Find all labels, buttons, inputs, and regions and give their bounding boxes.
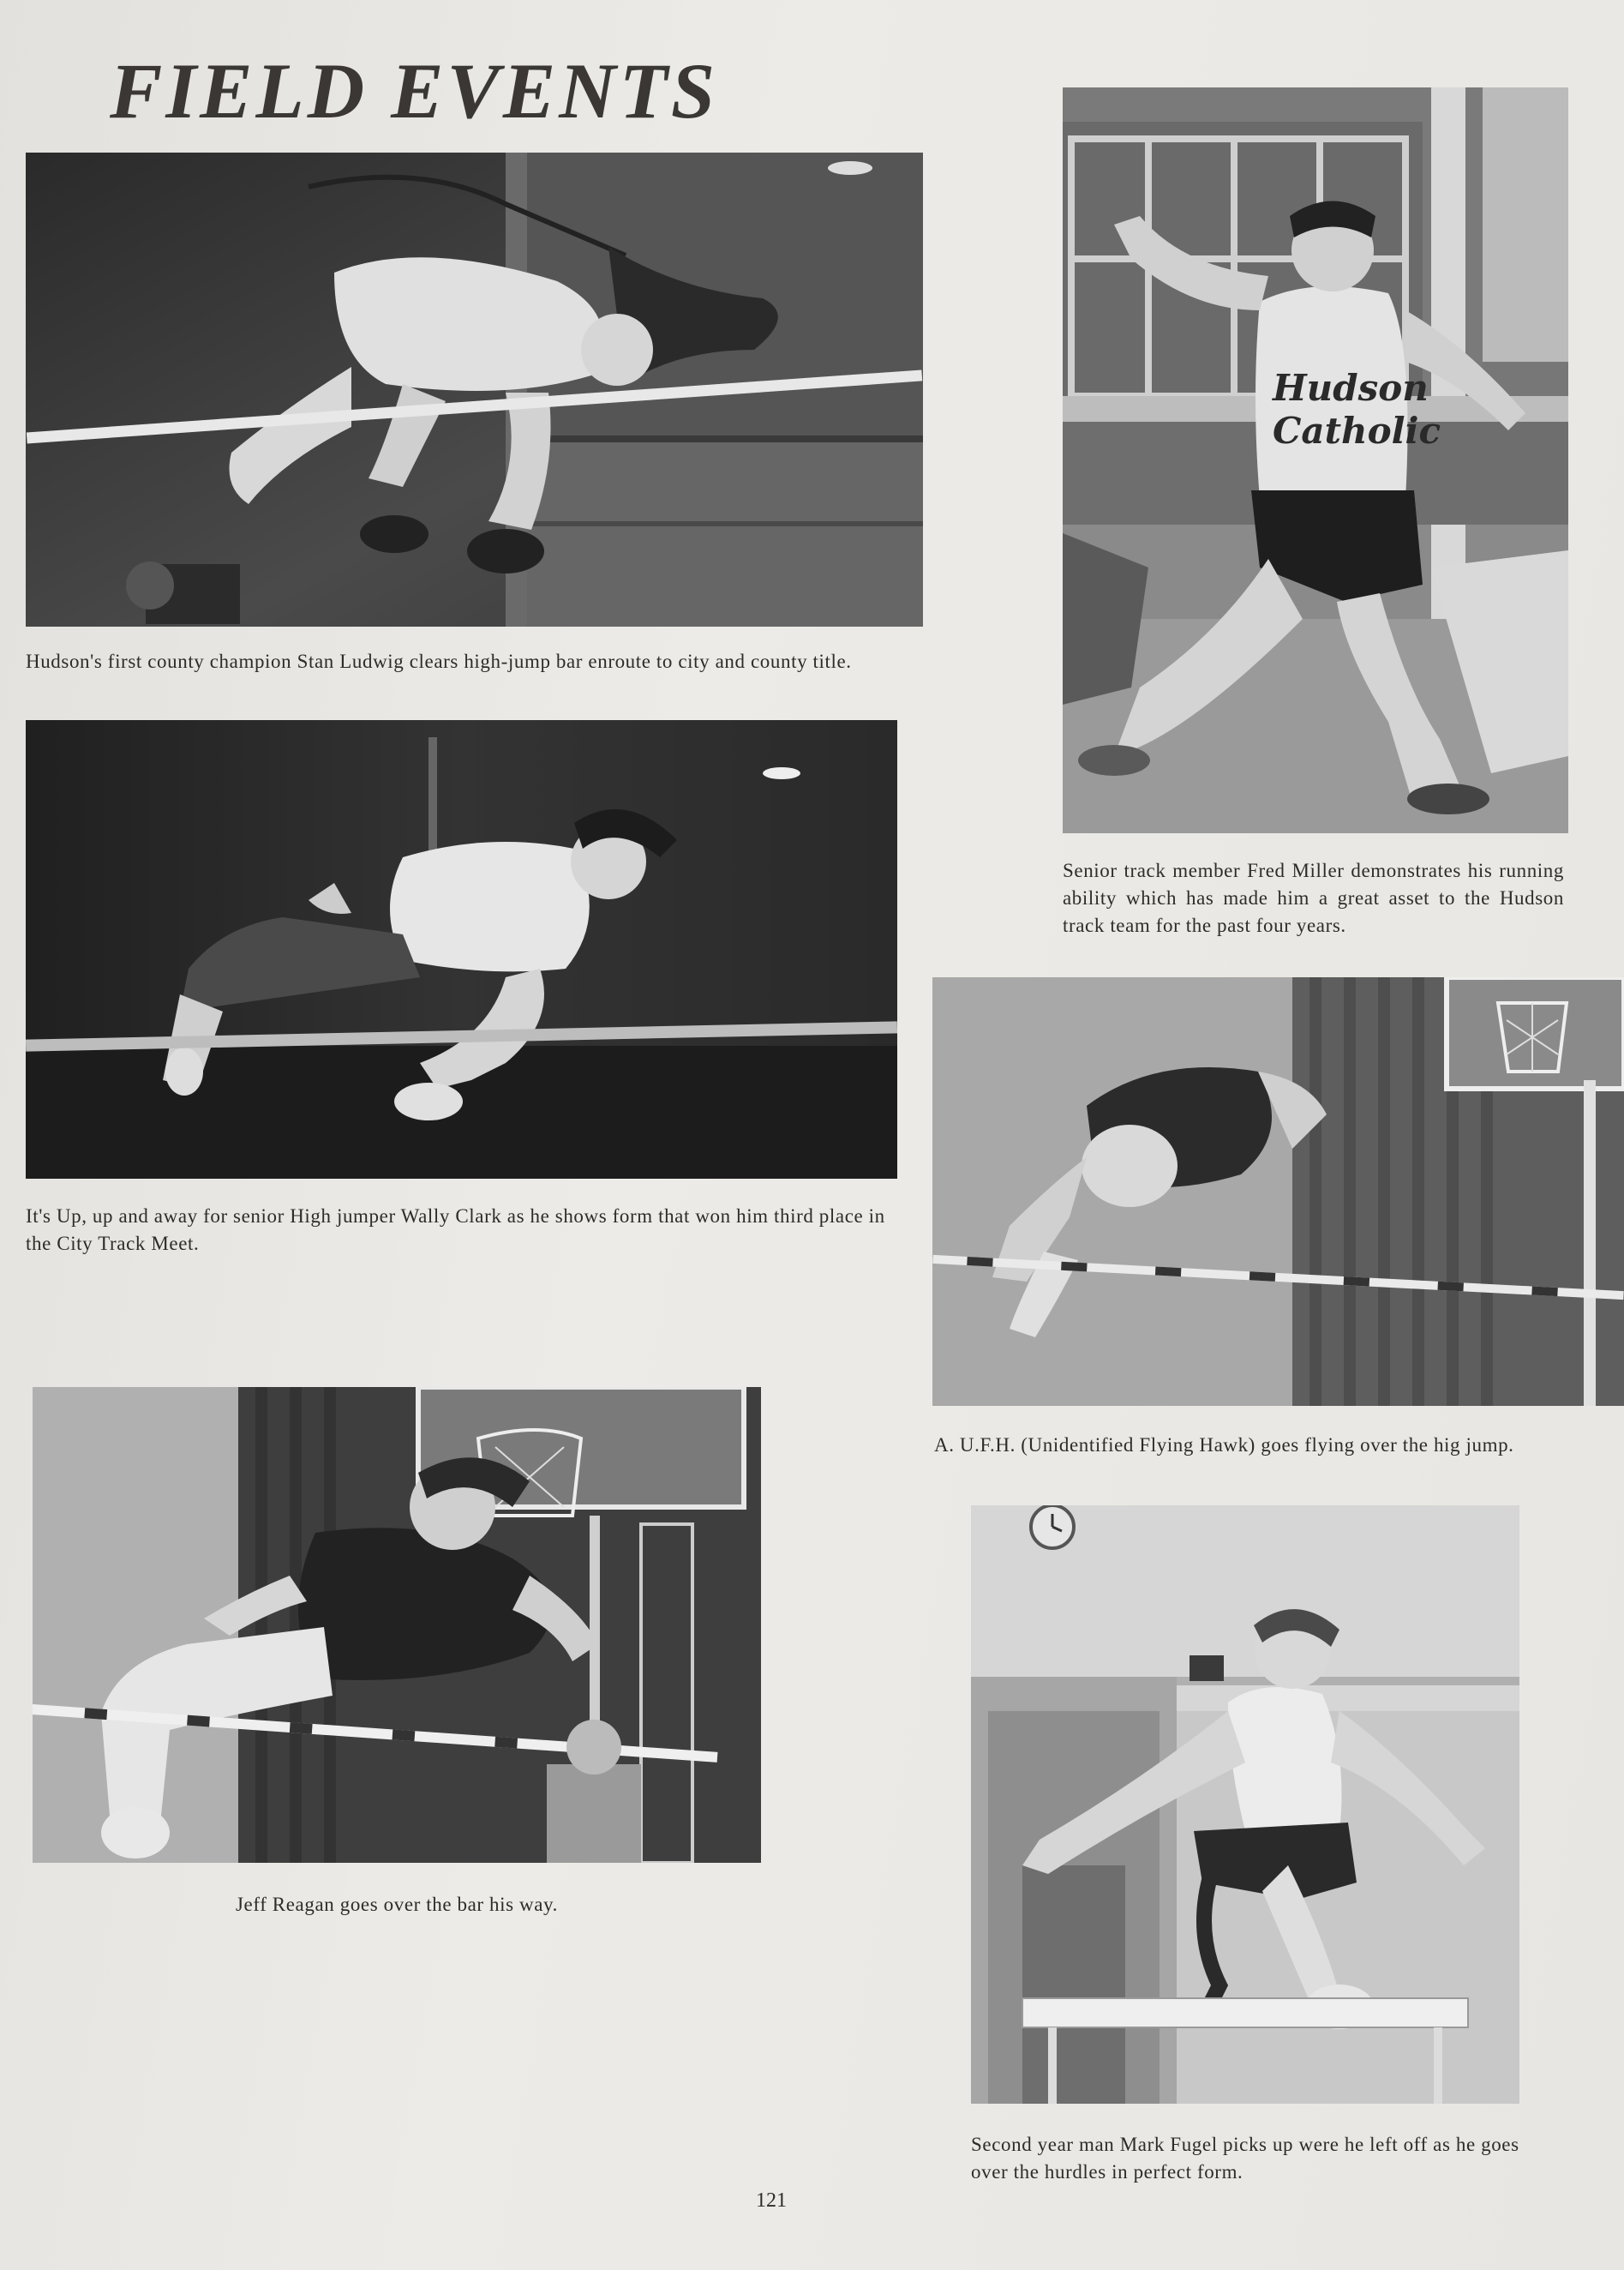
photo-wally-clark-high-jump: [26, 720, 897, 1179]
caption-ufh: A. U.F.H. (Unidentified Flying Hawk) goes flying over the hig jump.: [934, 1434, 1514, 1456]
caption-mark-fugel: Second year man Mark Fugel picks up were he left off as he goes over the hurdles in perfect form.: [971, 2134, 1519, 2183]
photo-stan-ludwig-high-jump: [26, 153, 923, 627]
caption-wally-clark: It's Up, up and away for senior High jumper Wally Clark as he shows form that won him third place in the City Track Meet.: [26, 1205, 885, 1254]
photo-mark-fugel-hurdles: [971, 1505, 1519, 2104]
page-number: 121: [756, 2189, 787, 2212]
caption-fred-miller: Senior track member Fred Miller demonstrates his running ability which has made him a great asset to the Hudson track team for the past four years.: [1063, 860, 1564, 936]
shirt-text-catholic: Catholic: [1273, 410, 1441, 452]
page-title: FIELD EVENTS: [110, 47, 719, 135]
photo-ufh-high-jump: [932, 977, 1624, 1406]
shirt-text-hudson: Hudson: [1273, 367, 1429, 409]
caption-jeff-reagan: Jeff Reagan goes over the bar his way.: [236, 1894, 558, 1915]
caption-stan-ludwig: Hudson's first county champion Stan Ludwig clears high-jump bar enroute to city and county title.: [26, 651, 852, 672]
photo-jeff-reagan: [33, 1387, 761, 1863]
photo-fred-miller-running: [1063, 87, 1568, 833]
